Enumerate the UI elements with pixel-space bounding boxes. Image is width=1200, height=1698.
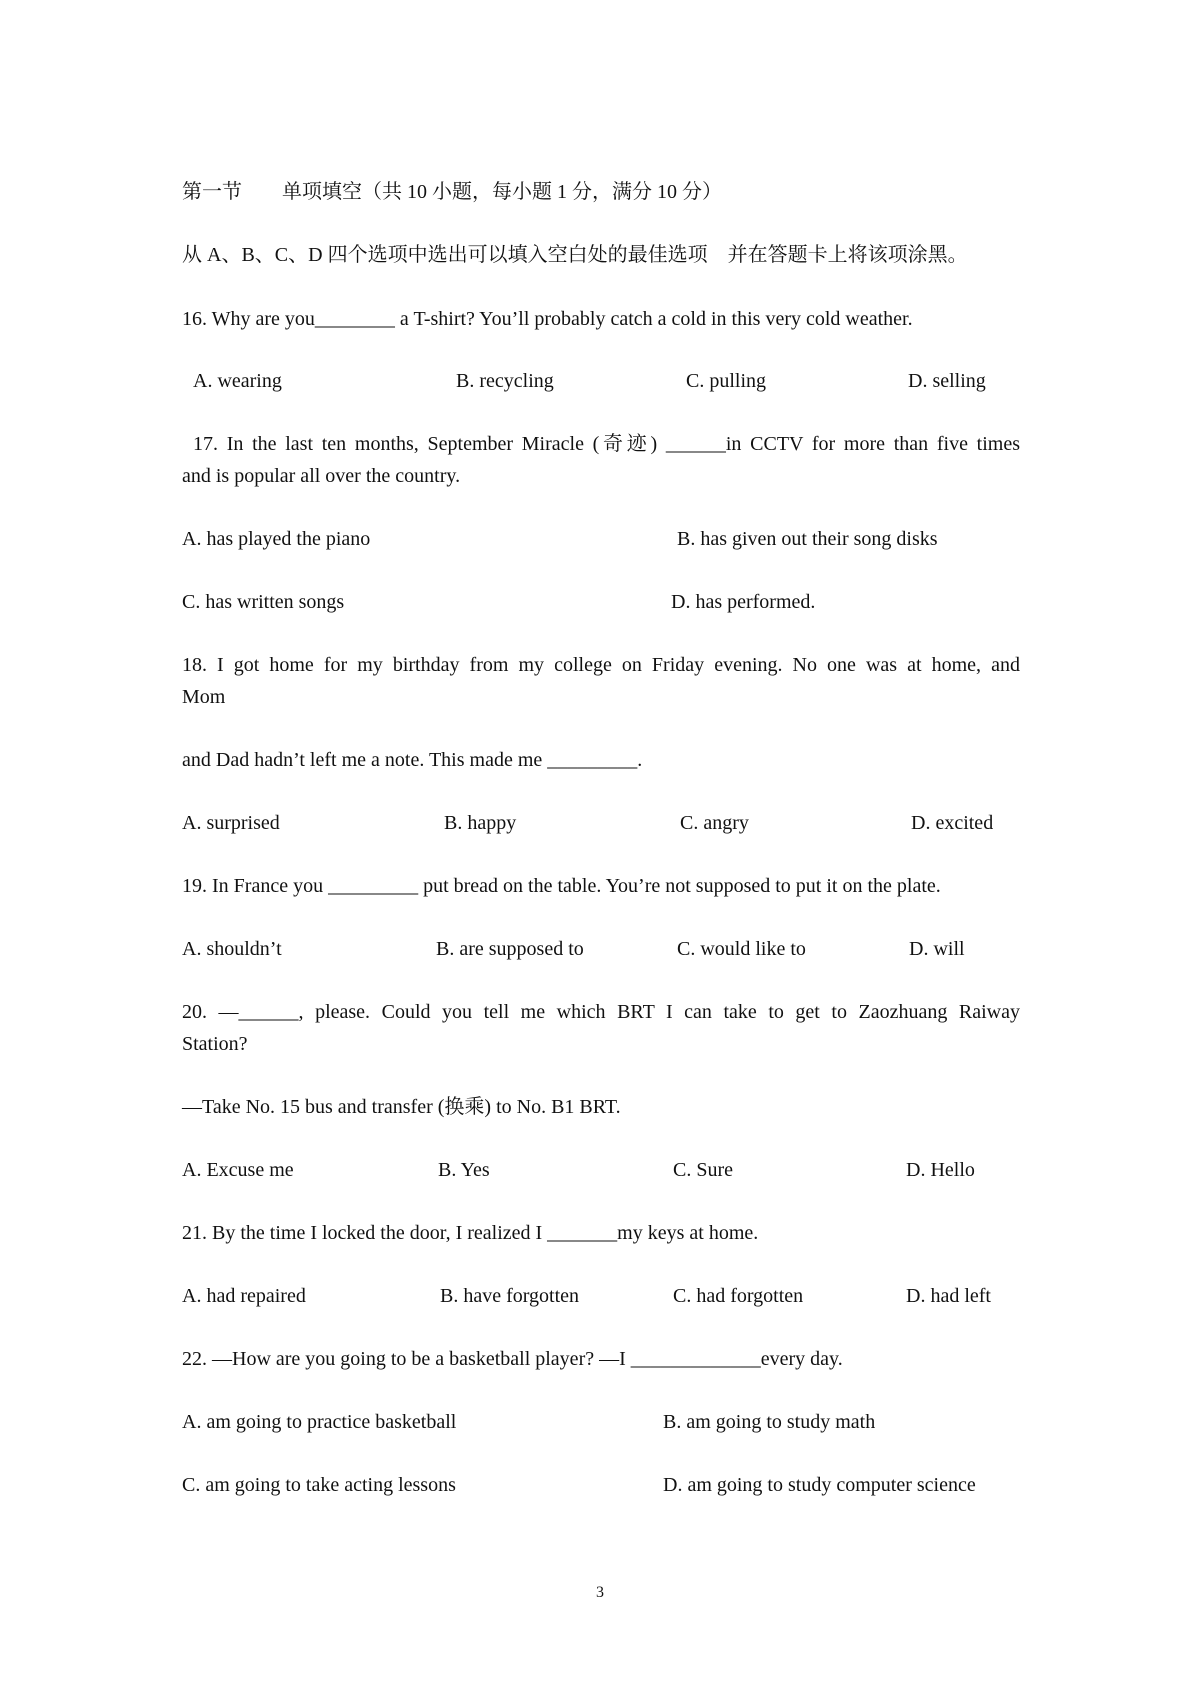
- q19-option-c: C. would like to: [677, 938, 806, 960]
- q17-option-d: D. has performed.: [671, 591, 816, 613]
- q21-option-b: B. have forgotten: [440, 1285, 580, 1307]
- q16-option-b: B. recycling: [456, 370, 554, 392]
- q20-option-b: B. Yes: [438, 1159, 490, 1181]
- q22-option-c: C. am going to take acting lessons: [182, 1474, 456, 1496]
- q17-option-a: A. has played the piano: [182, 528, 371, 550]
- question-21-text: 21. By the time I locked the door, I realized I _______my keys at home.: [182, 1222, 759, 1244]
- q18-option-b: B. happy: [444, 812, 517, 834]
- question-20-text-line1: 20. —______, please. Could you tell me which BRT I can take to get to Zaozhuang Raiway: [182, 1001, 1020, 1023]
- section-heading: 第一节 单项填空（共 10 小题，每小题 1 分，满分 10 分）: [182, 181, 722, 203]
- q16-option-a: A. wearing: [193, 370, 282, 392]
- q17-option-c: C. has written songs: [182, 591, 345, 613]
- question-19-text: 19. In France you _________ put bread on the table. You’re not supposed to put it on the plate.: [182, 875, 941, 897]
- question-18-text-line2: Mom: [182, 686, 226, 708]
- section-instruction: 从 A、B、C、D 四个选项中选出可以填入空白处的最佳选项 并在答题卡上将该项涂黑。: [182, 244, 968, 266]
- question-18-text-line3: and Dad hadn’t left me a note. This made me _________.: [182, 749, 643, 771]
- q16-option-c: C. pulling: [686, 370, 767, 392]
- q22-option-a: A. am going to practice basketball: [182, 1411, 457, 1433]
- question-20-text-line2: Station?: [182, 1033, 248, 1055]
- question-18-text-line1: 18. I got home for my birthday from my college on Friday evening. No one was at home, and: [182, 654, 1020, 676]
- question-20-response: —Take No. 15 bus and transfer (换乘) to No. B1 BRT.: [182, 1096, 621, 1118]
- q19-option-d: D. will: [909, 938, 965, 960]
- q19-option-a: A. shouldn’t: [182, 938, 282, 960]
- question-17-text-line2: and is popular all over the country.: [182, 465, 461, 487]
- page-number: 3: [596, 1584, 604, 1601]
- q20-option-a: A. Excuse me: [182, 1159, 294, 1181]
- q21-option-d: D. had left: [906, 1285, 991, 1307]
- q21-option-c: C. had forgotten: [673, 1285, 804, 1307]
- question-17-text-line1: 17. In the last ten months, September Miracle (奇迹) ______in CCTV for more than five times: [193, 433, 1020, 455]
- q17-option-b: B. has given out their song disks: [677, 528, 938, 550]
- q22-option-d: D. am going to study computer science: [663, 1474, 976, 1496]
- q20-option-d: D. Hello: [906, 1159, 975, 1181]
- question-16-text: 16. Why are you________ a T-shirt? You’ll probably catch a cold in this very cold weather.: [182, 308, 913, 330]
- q18-option-c: C. angry: [680, 812, 749, 834]
- question-22-text: 22. —How are you going to be a basketball player? —I _____________every day.: [182, 1348, 843, 1370]
- q18-option-a: A. surprised: [182, 812, 280, 834]
- q22-option-b: B. am going to study math: [663, 1411, 876, 1433]
- q16-option-d: D. selling: [908, 370, 986, 392]
- q18-option-d: D. excited: [911, 812, 994, 834]
- q21-option-a: A. had repaired: [182, 1285, 306, 1307]
- q20-option-c: C. Sure: [673, 1159, 733, 1181]
- q19-option-b: B. are supposed to: [436, 938, 584, 960]
